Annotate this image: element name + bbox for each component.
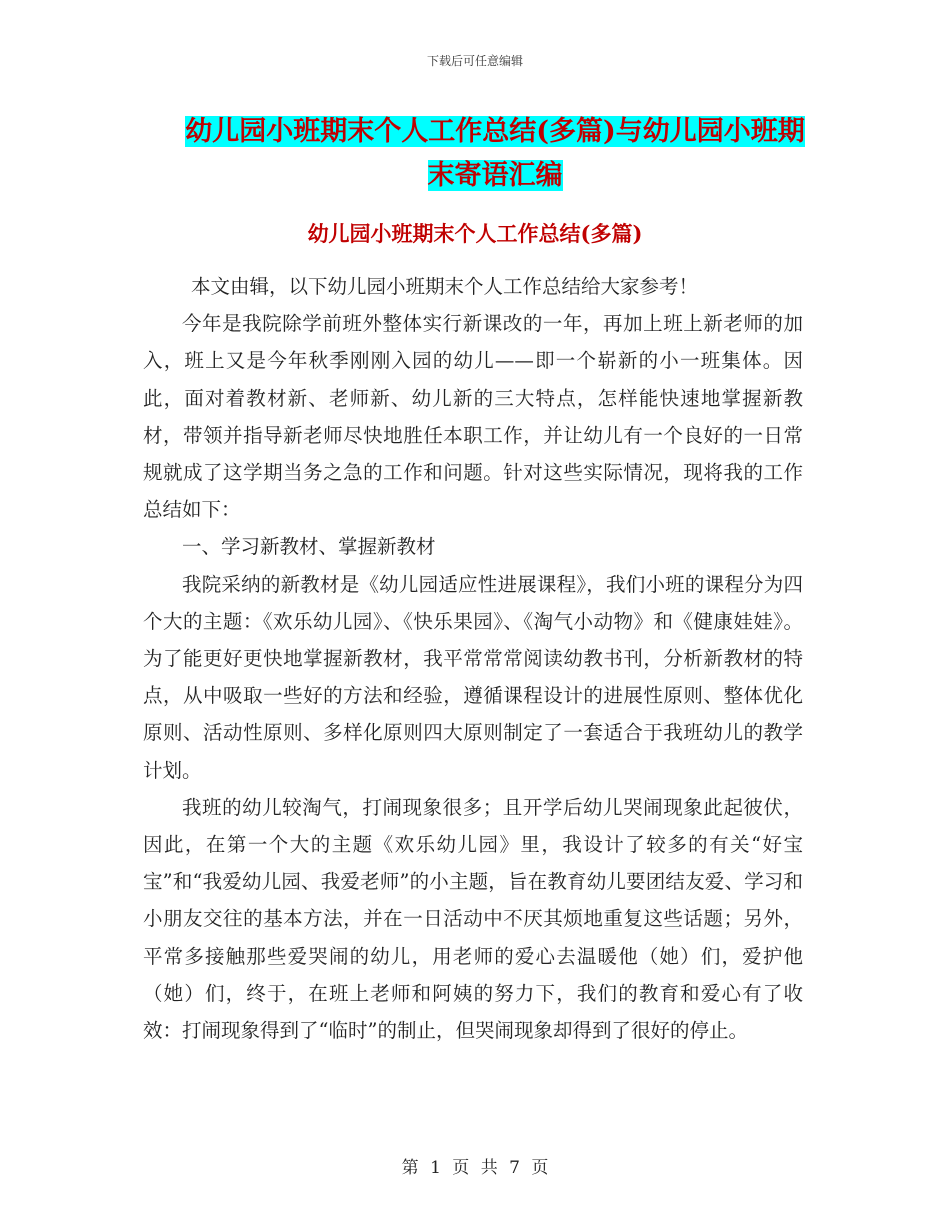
page-footer: 第 1 页 共 7 页: [401, 1158, 549, 1178]
document-title-text-1: 幼儿园小班期末个人工作总结(多篇)与幼儿园小班期: [185, 116, 805, 147]
document-title-line-2: [130, 154, 860, 198]
document-title-text-2: 末寄语汇编: [427, 160, 563, 191]
intro-paragraph: 本文由辑，以下幼儿园小班期末个人工作总结给大家参考！: [191, 275, 699, 298]
section-title: 幼儿园小班期末个人工作总结(多篇): [307, 221, 643, 246]
body-paragraph: 今年是我院除学前班外整体实行新课改的一年，再加上班上新老师的加入，班上又是今年秋季刚刚入园的幼儿——即一个崭新的小一班集体。因此，面对着教材新、老师新、幼儿新的三大特点，怎样能快速地掌握新教材，带领并指导新老师尽快地胜任本职工作，并让幼儿有一个良好的一日常规就成了这学期当务之急的工作和问题。针对这些实际情况，现将我的工作总结如下：: [143, 312, 803, 522]
body-paragraph: 我院采纳的新教材是《幼儿园适应性进展课程》，我们小班的课程分为四个大的主题：《欢乐幼儿园》、《快乐果园》、《淘气小动物》和《健康娃娃》。为了能更好更快地掌握新教材，我平常常常阅读幼教书刊，分析新教材的特点，从中吸取一些好的方法和经验，遵循课程设计的进展性原则、整体优化原则、活动性原则、多样化原则四大原则制定了一套适合于我班幼儿的教学计划。: [143, 572, 803, 782]
document-title-line-1: [130, 110, 860, 154]
document-body: [143, 268, 803, 1049]
section-heading-1: 一、学习新教材、掌握新教材: [182, 535, 436, 559]
body-paragraph: 我班的幼儿较淘气，打闹现象很多；且开学后幼儿哭闹现象此起彼伏，因此，在第一个大的主题《欢乐幼儿园》里，我设计了较多的有关“好宝宝”和“我爱幼儿园、我爱老师”的小主题，旨在教育幼儿要团结友爱、学习和小朋友交往的基本方法，并在一日活动中不厌其烦地重复这些话题；另外，平常多接触那些爱哭闹的幼儿，用老师的爱心去温暖他（她）们，爱护他（她）们，终于，在班上老师和阿姨的努力下，我们的教育和爱心有了收效：打闹现象得到了“临时”的制止，但哭闹现象却得到了很好的停止。: [143, 795, 803, 1043]
page-header-note: 下载后可任意编辑: [426, 54, 523, 68]
